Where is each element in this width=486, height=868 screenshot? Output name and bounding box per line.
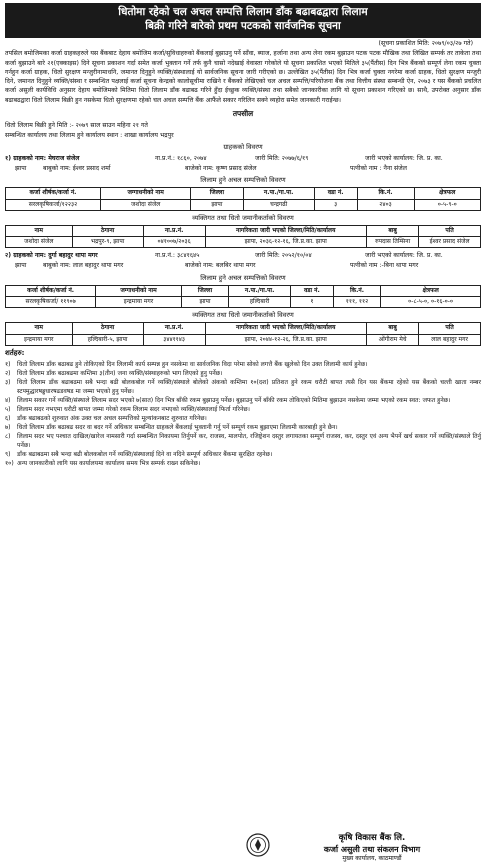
client-2-issue-office: जारी भएको कार्यालय: जि. प्र. का. (365, 252, 443, 260)
client-2-spouse: पत्नीको नाम :-बिना थापा मगर (350, 262, 419, 270)
table-header-cell: जग्गाधनीको नाम (101, 188, 191, 199)
table-header-row (6, 225, 481, 236)
table-header-cell: बाबु (367, 323, 419, 334)
table-cell: झापा (191, 199, 243, 210)
condition-text: धितो लिलाम डाँक बढाबढ सदर वा बदर गर्ने अधिकार सम्बन्धित ग्राहकले बैंकलाई भुक्तानी गर्नु पर्ने सम्पूर्ण रकम बुझाएमा लिलामी कारबाही हुने छैन। (17, 423, 338, 431)
table-header-cell: क्षेत्रफल (414, 188, 481, 199)
condition-text: अन्य जानकारीको लागि यस कार्यालयमा कार्यालय समय भित्र सम्पर्क राख्न सकिनेछ। (17, 459, 201, 467)
condition-text: धितो लिलाम डाँक बढाबढमा सबै भन्दा बढी बोलकबोल गर्ने व्यक्ति/संस्थाले बोलेको अंकको कम्तिमा १०(दश) प्रतिशत हुने रकम धरौटी बापत त्यसै दिन यस बैंकमा रहेको यस बैंकको चल्ती खाता नम्बर स्टपमुद्धारषड्डधारषढडवषड मा जम्मा भएको हुनु पर्नेछ। (17, 378, 481, 395)
table-header-cell: कि.नं. (333, 285, 381, 296)
table-header-cell: नाम (6, 225, 73, 236)
table-cell: सरलकृषिकर्जा/१२२३२ (6, 199, 101, 210)
table-cell: ०४१००७/२०३६ (143, 237, 205, 248)
table-header-cell: कि.नं. (357, 188, 414, 199)
table-header-cell: न.पा./गा.पा. (229, 285, 291, 296)
condition-number: ८) (5, 432, 11, 440)
table-header-cell: न.पा./गा.पा. (243, 188, 314, 199)
signature-block (272, 833, 472, 864)
table-cell: ०-८-५-०, ०-१६-०-० (381, 297, 481, 308)
table-cell: १११, ११२ (333, 297, 381, 308)
conditions-heading: शर्तहरु: (5, 348, 25, 357)
client-1-issue-office: जारी भएको कार्यालय: जि. प्र. का. (365, 154, 443, 162)
client-1-father: बाजेको नाम: कृष्ण प्रसाद संजेल (185, 164, 257, 172)
table-header-cell: जिल्ला (191, 188, 243, 199)
condition-text: धितो लिलाम डाँक बढाबढ हुने तोकिएको दिन लिलामी कार्य सम्पन्न हुन नसकेमा वा सार्वजनिक विदा परेमा सोको लगत्तै बैंक खुलेको दिन उक्त लिलामी कार्य हुनेछ। (17, 360, 368, 368)
table-cell: लाल बहादुर मगर (419, 334, 481, 345)
table-row (6, 199, 481, 210)
table-header-cell: ठेगाना (72, 225, 143, 236)
client-2-father: बाजेको नाम: बलबिर थापा मगर (185, 262, 256, 270)
tapsil-heading: तपसील (232, 109, 254, 119)
client-details-heading: ग्राहकको विवरण (223, 142, 263, 151)
title-line-1: धितोमा रहेको चल अचल सम्पत्ति लिलाम डाँक बढाबढद्वारा लिलाम (118, 6, 368, 18)
table-header-row (6, 188, 481, 199)
list-item (5, 378, 481, 396)
list-item (5, 450, 481, 459)
table-cell: २४०३ (357, 199, 414, 210)
client-1-property-heading: लिलाम हुने अचल सम्पत्तिको विवरण (200, 176, 286, 185)
condition-number: ४) (5, 396, 11, 404)
title-line-2: बिक्री गरिने बारेको प्रथम पटकको सार्वजनिक सूचना (145, 19, 341, 32)
client-1-district: झापा (15, 164, 27, 172)
client-2-row-2 (5, 261, 481, 271)
table-cell: ३४४११४३ (143, 334, 205, 345)
table-header-row (6, 323, 481, 334)
condition-number: ६) (5, 414, 11, 422)
department-name: कर्जा असुली तथा संकलन विभाग (323, 845, 421, 855)
table-cell: ईश्वर प्रसाद संजेल (419, 237, 481, 248)
table-header-cell: ना.प्र.नं. (143, 323, 205, 334)
condition-text: लिलाम सदर भए पश्चात दाखिल/खारेज नामसारी गर्दा सम्बन्धित निकायमा तिर्नुपर्ने कर, राजस्व, मालपोत, रजिष्ट्रेशन दस्तुर लगायतका सम्पूर्ण राजस्व, कर, दस्तुर एवं अन्य भैपर्ने खर्च सकार गर्ने व्यक्ति/संस्थाले तिर्नु पर्नेछ। (17, 432, 481, 449)
head-office: मुख्य कार्यालय, काठमाण्डौं (342, 855, 402, 863)
condition-number: ७) (5, 423, 11, 431)
table-header-cell: वडा नं. (314, 188, 357, 199)
table-header-cell: वडा नं. (291, 285, 334, 296)
table-cell: हल्दिबारी (229, 297, 291, 308)
table-header-cell: नागरिकता जारी भएको जिल्ला/मिति/कार्यालय (205, 323, 367, 334)
table-header-cell: जिल्ला (181, 285, 229, 296)
table-cell: झापा, २०४४-१२-२६, जि.प्र.का. झापा (205, 334, 367, 345)
table-cell: ओंगीराम मेचे (367, 334, 419, 345)
table-cell: सरलकृषिकर्जा/ ११९०७ (6, 297, 96, 308)
table-header-cell: ठेगाना (72, 323, 143, 334)
list-item (5, 405, 481, 414)
client-1-property-table (5, 187, 481, 211)
table-header-cell: पति (419, 323, 481, 334)
table-cell: इन्द्रमाया मगर (6, 334, 73, 345)
client-1-issue-date: जारी मिति: २०७७/६/१९ (255, 154, 309, 162)
condition-number: १०) (5, 459, 14, 467)
auction-date: धितो लिलाम बिक्री हुने मिति :- २०७९ साल साउन महिना २१ गते (5, 122, 148, 130)
table-cell: ०-५-९-० (414, 199, 481, 210)
table-header-cell: ना.प्र.नं. (143, 225, 205, 236)
table-cell: जशोदा संजेल (101, 199, 191, 210)
list-item (5, 369, 481, 378)
condition-number: १) (5, 360, 11, 368)
client-2-grandfather: बाबुको नाम: लाल बहादुर थापा मगर (43, 262, 124, 270)
table-cell: झापा (181, 297, 229, 308)
client-1-guarantor-table (5, 225, 481, 249)
conditions-list (5, 360, 481, 468)
condition-number: २) (5, 369, 11, 377)
table-cell: भद्रपुर-९, झापा (72, 237, 143, 248)
client-2-property-heading: लिलाम हुने अचल सम्पत्तिको विवरण (200, 273, 286, 282)
publish-date: (सूचना प्रकाशित मिति: २०७९/०३/२७ गते) (378, 39, 473, 47)
client-2-issue-date: जारी मिति: २०५२/१०/०४ (255, 252, 312, 260)
table-row (6, 237, 481, 248)
client-1-row-1 (5, 154, 481, 164)
table-row (6, 297, 481, 308)
auction-office: सम्बन्धित कार्यालय तथा लिलाम हुने कार्यालय स्थान : शाखा कार्यालय भद्रपुर (5, 131, 174, 139)
table-header-cell: कर्जा शीर्षक/कर्जा नं. (6, 188, 101, 199)
client-1-spouse: पत्नीको नाम : नैना संजेल (350, 164, 407, 172)
client-1-name: १) ग्राहकको नाम: मेघराज संजेल (5, 154, 80, 162)
list-item (5, 432, 481, 450)
condition-number: ३) (5, 378, 11, 386)
condition-text: धितो लिलाम डाँक बढाबढमा कम्तिमा ३(तीन) जना व्यक्ति/संस्थाहरुको भाग लिएको हुनु पर्नेछ। (17, 369, 223, 377)
table-cell: ३ (314, 199, 357, 210)
condition-text: डाँक बढाबढमा सबै भन्दा बढी बोलकबोल गर्ने व्यक्ति/संस्थालाई दिने वा नदिने सम्पूर्ण अधिकार बैंकमा सुरक्षित रहनेछ। (17, 450, 273, 458)
client-2-guarantor-table (5, 322, 481, 346)
table-cell: चन्द्रगढी (243, 199, 314, 210)
table-header-row (6, 285, 481, 296)
list-item (5, 396, 481, 405)
table-header-cell: क्षेत्रफल (381, 285, 481, 296)
client-2-row-1 (5, 251, 481, 261)
condition-text: लिलाम सदर नभएमा धरौटी बापत जम्मा गरेको रकम लिलाम सदर नभएको व्यक्ति/संस्थालाई फिर्ता गरिनेछ। (17, 405, 250, 413)
table-header-cell: नाम (6, 323, 73, 334)
bank-name: कृषि विकास बैंक लि. (338, 832, 406, 843)
table-cell: झापा, २०३६-१२-१६, जि.प्र.का. झापा (205, 237, 367, 248)
client-2-citizenship: ना.प्र.नं.: ३८४१६४५ (155, 252, 200, 260)
client-1-citizenship: ना.प्र.नं.: १८६०, २०७४ (155, 154, 207, 162)
table-row (6, 334, 481, 345)
client-1-grandfather: बाबुको नाम: ईश्वर प्रसाद शर्मा (43, 164, 111, 172)
client-2-property-table (5, 285, 481, 309)
table-cell: इन्द्रमाया मगर (96, 297, 182, 308)
table-header-cell: जग्गाधनीको नाम (96, 285, 182, 296)
table-header-cell: नागरिकता जारी भएको जिल्ला/मिति/कार्यालय (205, 225, 367, 236)
client-1-row-2 (5, 164, 481, 174)
client-1-guarantor-heading: व्यक्तिगत तथा धितो जमानीकर्ताको विवरण (192, 213, 294, 222)
bank-logo-icon (246, 833, 270, 857)
condition-text: लिलाम सकार गर्ने व्यक्ति/संस्थाले लिलाम सदर भएको ७(सात) दिन भित्र बाँकी रकम बुझाउनु पर्नेछ। बुझाउनु पर्ने बाँकी रकम तोकिएको मितिमा बुझाउन नसकेमा जम्मा भएको रकम स्वत: जफत हुनेछ। (17, 396, 451, 404)
client-2-name: २) ग्राहकको नाम: दुर्गा बहादुर थापा मगर (5, 252, 98, 260)
table-header-cell: कर्जा शीर्षक/कर्जा नं. (6, 285, 96, 296)
client-2-district: झापा (15, 262, 27, 270)
table-header-cell: बाबु (367, 225, 419, 236)
list-item (5, 423, 481, 432)
table-cell: जशोदा संजेल (6, 237, 73, 248)
list-item (5, 414, 481, 423)
notice-banner (5, 3, 481, 38)
list-item (5, 459, 481, 468)
list-item (5, 360, 481, 369)
condition-number: ५) (5, 405, 11, 413)
table-cell: रुपदास तिम्सिना (367, 237, 419, 248)
table-header-cell: पति (419, 225, 481, 236)
condition-number: ९) (5, 450, 11, 458)
client-2-guarantor-heading: व्यक्तिगत तथा धितो जमानीकर्ताको विवरण (192, 311, 294, 320)
table-cell: १ (291, 297, 334, 308)
table-cell: हल्दिबारी-५, झापा (72, 334, 143, 345)
intro-paragraph: तपसिल बमोजिमका कर्जा ग्राहकहरुले यस बैंकबाट देहाय बमोजिम कर्जा/सुविधाहरुको बैंकलाई बुझाउनु पर्ने साँवा, ब्याज, हर्जाना तथा अन्य लेना रकम बुझाउन पटक पटक मौखिक तथा लिखित सम्पर्क तर ताकेता तथा कर्जा बुझाउने बारे २१(एक्काइस) दिने सूचना प्रकाशन गर्दा समेत कर्जा भुक्तान गर्ने तर्फ कुनै चासो नदेखाई वेवास्ता गरेकोले यो सूचना प्रकाशित भएको मितिले ३५(पैंतीस) दिन भित्र बैंकको सम्पूर्ण लेना रकम चुक्ता गर्नहुन कर्जा ग्राहक, धितो सुरक्षण मन्जुरीनामाधनि, जमानत दिनुहुने व्यक्ति/संस्थालाई यो सार्वजनिक सूचना जारी गरीएको छ। उल्लेखित ३५(पैंतीस) दिन भित्र कर्जा चुक्ता नगरेमा कर्जा ग्राहक, धितो सुरक्षण मन्जुरी दिने, जमानत दिनुहुने व्यक्ति/संस्था र सम्बन्धित पक्षलाई कर्जा सूचना केन्द्रको कालोसूचीमा राखिने र बैंकको लेखिएको चल अचल सम्पत्ति/परियोजना बैंक तथा वित्तीय संस्था सम्बन्धी ऐन, २०७३ र यस बैंकको प्रचलित कर्जा असुली कार्यविधि अनुसार देहाय बमोजिमको मितिमा धितो लिलाम डाँक बढाबढ गरिने हुँदा ईच्छुक व्यक्ति/संस्था तथा सबैको जानकारीका लागि यो सूचना प्रकाशन गरिएको छ। साथै, उपरोक्त अनुसार डाँक बढाबढद्वारा धितो लिलाम बिक्री हुन नसकेमा धितो सुरक्षणमा रहेको चल अचल सम्पत्ति बैंक आफैंले सकार गरिलिन सक्ने व्यहोरा समेत जानकारी गराईन्छ। (5, 50, 481, 104)
condition-text: डाँक बढाबढको शुरुवात अंक उक्त चल अचल सम्पत्तिको मूल्यांकनबाट शुरुवात गरिनेछ। (17, 414, 207, 422)
